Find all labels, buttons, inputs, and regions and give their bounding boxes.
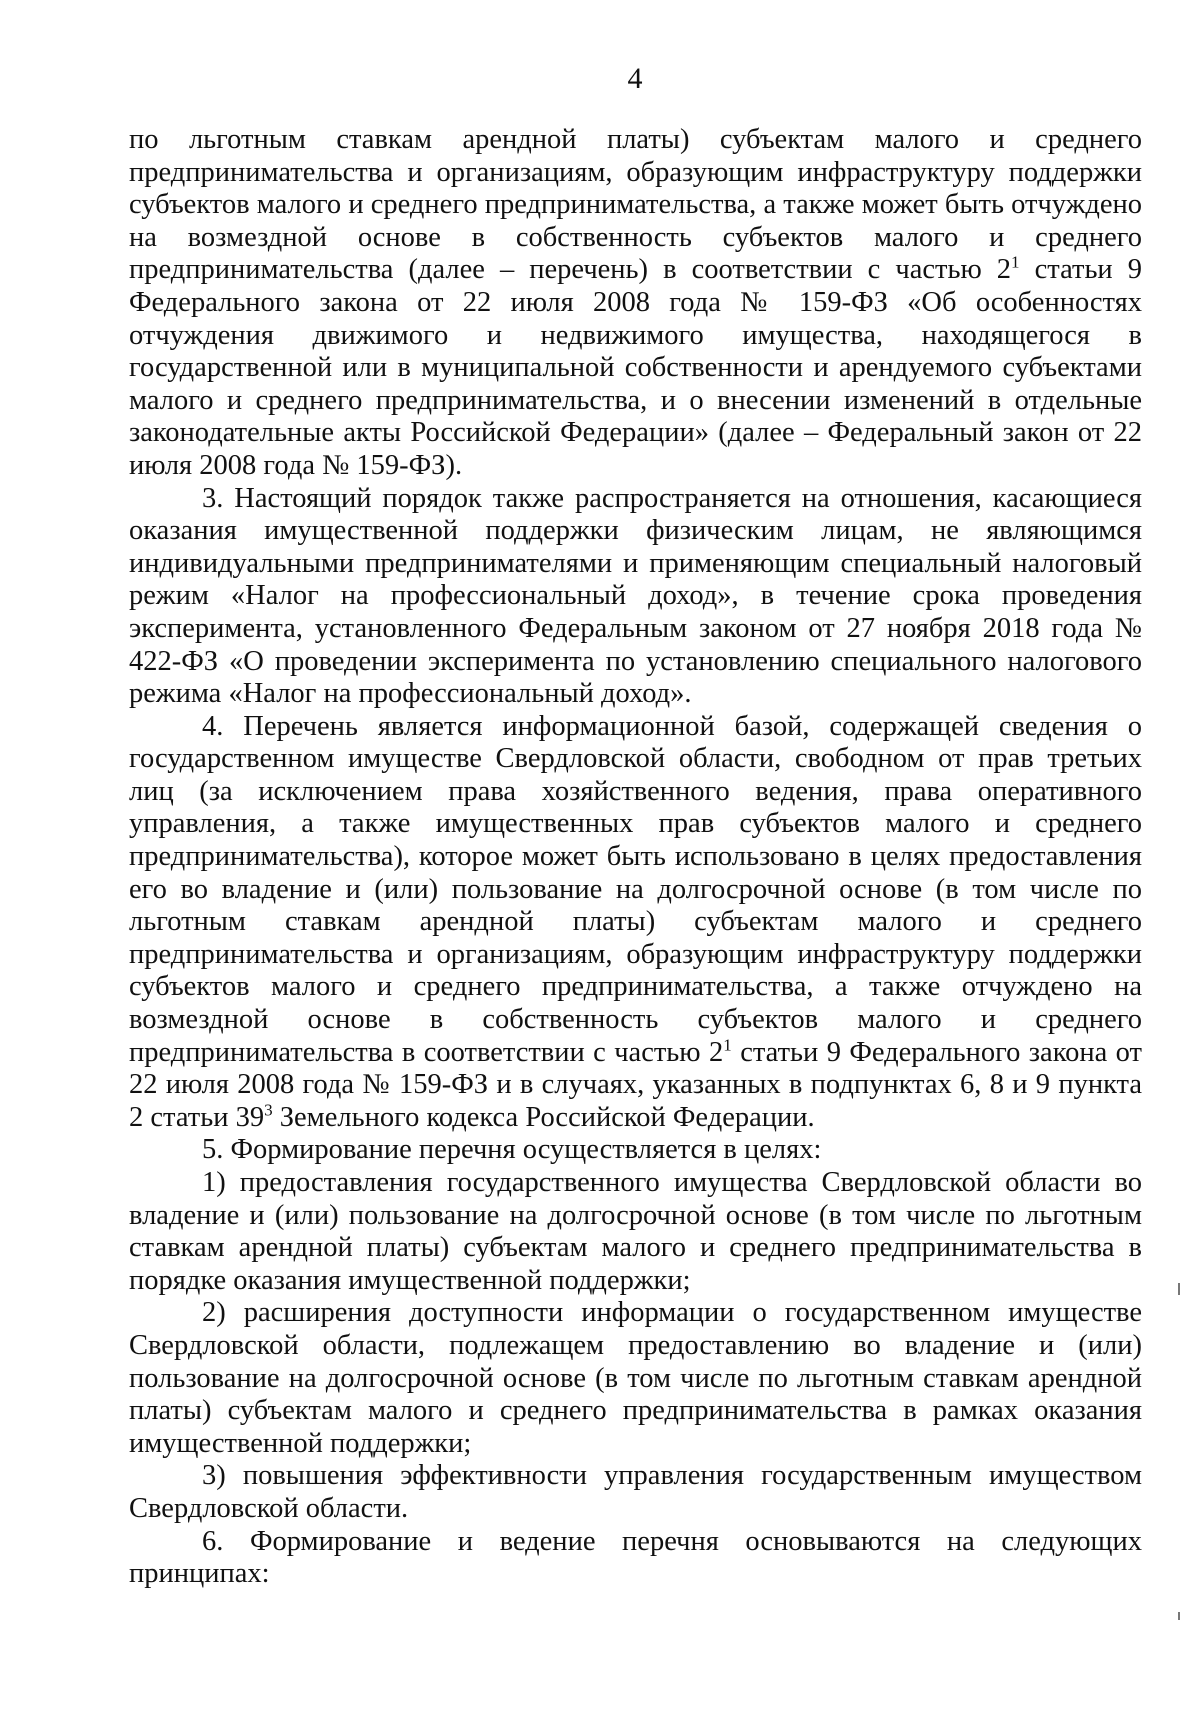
paragraph-6: 6. Формирование и ведение перечня основываются на следующих принципах: xyxy=(129,1525,1142,1590)
paragraph-3: 3. Настоящий порядок также распространяется на отношения, касающиеся оказания имущественной поддержки физическим лицам, не являющимся индивидуальными предпринимателями и применяющим специальный налоговый режим «Налог на профессиональный доход», в течение срока проведения эксперимента, установленного Федеральным законом от 27 ноября 2018 года № 422-ФЗ «О проведении эксперимента по установлению специального налогового режима «Налог на профессиональный доход». xyxy=(129,482,1142,710)
superscript: 3 xyxy=(264,1100,273,1120)
list-item-5-2: 2) расширения доступности информации о государственном имуществе Свердловской области, подлежащем предоставлению во владение и (или) пользование на долгосрочной основе (в том числе по льготным ставкам арендной платы) субъектам малого и среднего предпринимательства в рамках оказания имущественной поддержки; xyxy=(129,1297,1142,1459)
document-body xyxy=(129,124,1142,1591)
list-item-5-3: 3) повышения эффективности управления государственным имуществом Свердловской области. xyxy=(129,1460,1142,1524)
scan-mark xyxy=(1178,1283,1180,1295)
text-run: 4. Перечень является информационной базой, содержащей сведения о государственном имуществе Свердловской области, свободном от прав третьих лиц (за исключением права хозяйственного ведения, права оперативного управления, а также имущественных прав субъектов малого и среднего предпринимательства), которое может быть использовано в целях предоставления его во владение и (или) пользование на долгосрочной основе (в том числе по льготным ставкам арендной платы) субъектам малого и среднего предпринимательства и организациям, образующим инфраструктуру поддержки субъектов малого и среднего предпринимательства, а также отчуждено на возмездной основе в собственность субъектов малого и среднего предпринимательства в соответствии с частью 2 xyxy=(129,710,1142,1068)
text-run: Земельного кодекса Российской Федерации. xyxy=(272,1101,815,1133)
paragraph-4 xyxy=(129,711,1142,1135)
paragraph-continuation xyxy=(129,124,1142,483)
list-item-5-1: 1) предоставления государственного имущества Свердловской области во владение и (или) пользование на долгосрочной основе (в том числе по льготным ставкам арендной платы) субъектам малого и среднего предпринимательства в порядке оказания имущественной поддержки; xyxy=(129,1167,1142,1296)
superscript: 1 xyxy=(1011,252,1020,272)
text-run: статьи 9 Федерального закона от 22 июля 2008 года № 159-ФЗ «Об особенностях отчуждения движимого и недвижимого имущества, находящегося в государственной или в муниципальной собственности и арендуемого субъектами малого и среднего предпринимательства, и о внесении изменений в отдельные законодательные акты Российской Федерации» (далее – Федеральный закон от 22 июля 2008 года № 159-ФЗ). xyxy=(129,254,1142,481)
text-run: по льготным ставкам арендной платы) субъектам малого и среднего предпринимательства и организациям, образующим инфраструктуру поддержки субъектов малого и среднего предпринимательства, а также может быть отчуждено на возмездной основе в собственность субъектов малого и среднего предпринимательства (далее – перечень) в соответствии с частью 2 xyxy=(129,124,1142,286)
page-number: 4 xyxy=(627,62,643,95)
paragraph-5: 5. Формирование перечня осуществляется в целях: xyxy=(202,1134,822,1166)
text-run: статьи 9 Федерального закона от 22 июля 2008 года № 159-ФЗ и в случаях, указанных в подпунктах 6, 8 и 9 пункта 2 статьи 39 xyxy=(129,1036,1142,1133)
superscript: 1 xyxy=(723,1035,732,1055)
scan-mark xyxy=(1178,1612,1180,1620)
